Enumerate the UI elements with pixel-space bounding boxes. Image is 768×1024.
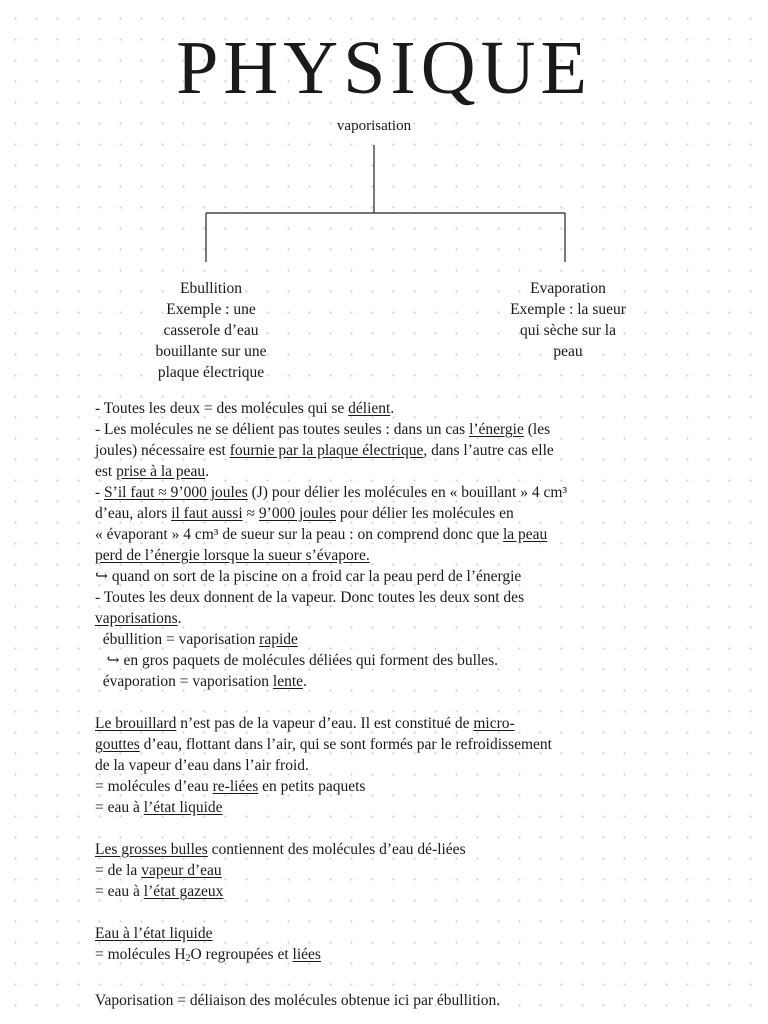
note-line: « évaporant » 4 cm³ de sueur sur la peau : on comprend donc que la peau	[95, 526, 548, 543]
spacer	[95, 818, 705, 839]
node-title: Evaporation	[530, 280, 606, 297]
conclusion-line: Vaporisation = déliaison des molécules obtenue ici par ébullition.	[95, 992, 501, 1009]
node-example-line: Exemple : une	[166, 301, 256, 318]
spacer	[95, 969, 705, 990]
note-line: d’eau, alors il faut aussi ≈ 9’000 joules pour délier les molécules en	[95, 505, 514, 522]
bulles-line: Les grosses bulles contiennent des molécules d’eau dé-liées	[95, 841, 466, 858]
node-example-line: plaque électrique	[157, 364, 265, 381]
node-example-line: bouillante sur une	[155, 343, 267, 360]
note-line: est prise à la peau.	[95, 463, 210, 480]
node-example-line: peau	[553, 343, 583, 360]
brouillard-line: = molécules d’eau re-liées en petits paquets	[95, 778, 366, 795]
spacer	[95, 902, 705, 923]
note-line: évaporation = vaporisation lente.	[95, 673, 307, 690]
note-line: vaporisations.	[95, 610, 182, 627]
node-example-line: qui sèche sur la	[520, 322, 616, 339]
diagram-root-label: vaporisation	[336, 118, 412, 134]
brouillard-line: de la vapeur d’eau dans l’air froid.	[95, 757, 309, 774]
node-example-line: casserole d’eau	[163, 322, 259, 339]
liquide-line: = molécules $H_2O$ regroupées et liées	[95, 946, 321, 964]
notes-body	[95, 398, 705, 1011]
liquide-line: Eau à l’état liquide	[95, 925, 213, 942]
brouillard-line: = eau à l’état liquide	[95, 799, 223, 816]
bulles-line: = eau à l’état gazeux	[95, 883, 224, 900]
diagram-node-ebullition	[125, 278, 297, 383]
note-line: - Les molécules ne se délient pas toutes seules : dans un cas l’énergie (les	[95, 421, 551, 438]
note-line: ↪ quand on sort de la piscine on a froid car la peau perd de l’énergie	[95, 568, 522, 585]
bulles-line: = de la vapeur d’eau	[95, 862, 222, 879]
note-line: ébullition = vaporisation rapide	[95, 631, 298, 648]
note-line: - Toutes les deux = des molécules qui se délient.	[95, 400, 395, 417]
spacer	[95, 692, 705, 713]
note-line: - S’il faut ≈ 9’000 joules (J) pour délier les molécules en « bouillant » 4 cm³	[95, 484, 568, 501]
page-title: PHYSIQUE	[176, 26, 592, 110]
brouillard-line: Le brouillard n’est pas de la vapeur d’eau. Il est constitué de micro-	[95, 715, 515, 732]
note-line: joules) nécessaire est fournie par la plaque électrique, dans l’autre cas elle	[95, 442, 554, 459]
node-title: Ebullition	[180, 280, 242, 297]
diagram-node-evaporation	[483, 278, 653, 362]
brouillard-line: gouttes d’eau, flottant dans l’air, qui se sont formés par le refroidissement	[95, 736, 552, 753]
note-line: perd de l’énergie lorsque la sueur s’évapore.	[95, 547, 370, 564]
note-line: ↪ en gros paquets de molécules déliées qui forment des bulles.	[95, 652, 498, 669]
node-example-line: Exemple : la sueur	[510, 301, 626, 318]
note-line: - Toutes les deux donnent de la vapeur. Donc toutes les deux sont des	[95, 589, 525, 606]
